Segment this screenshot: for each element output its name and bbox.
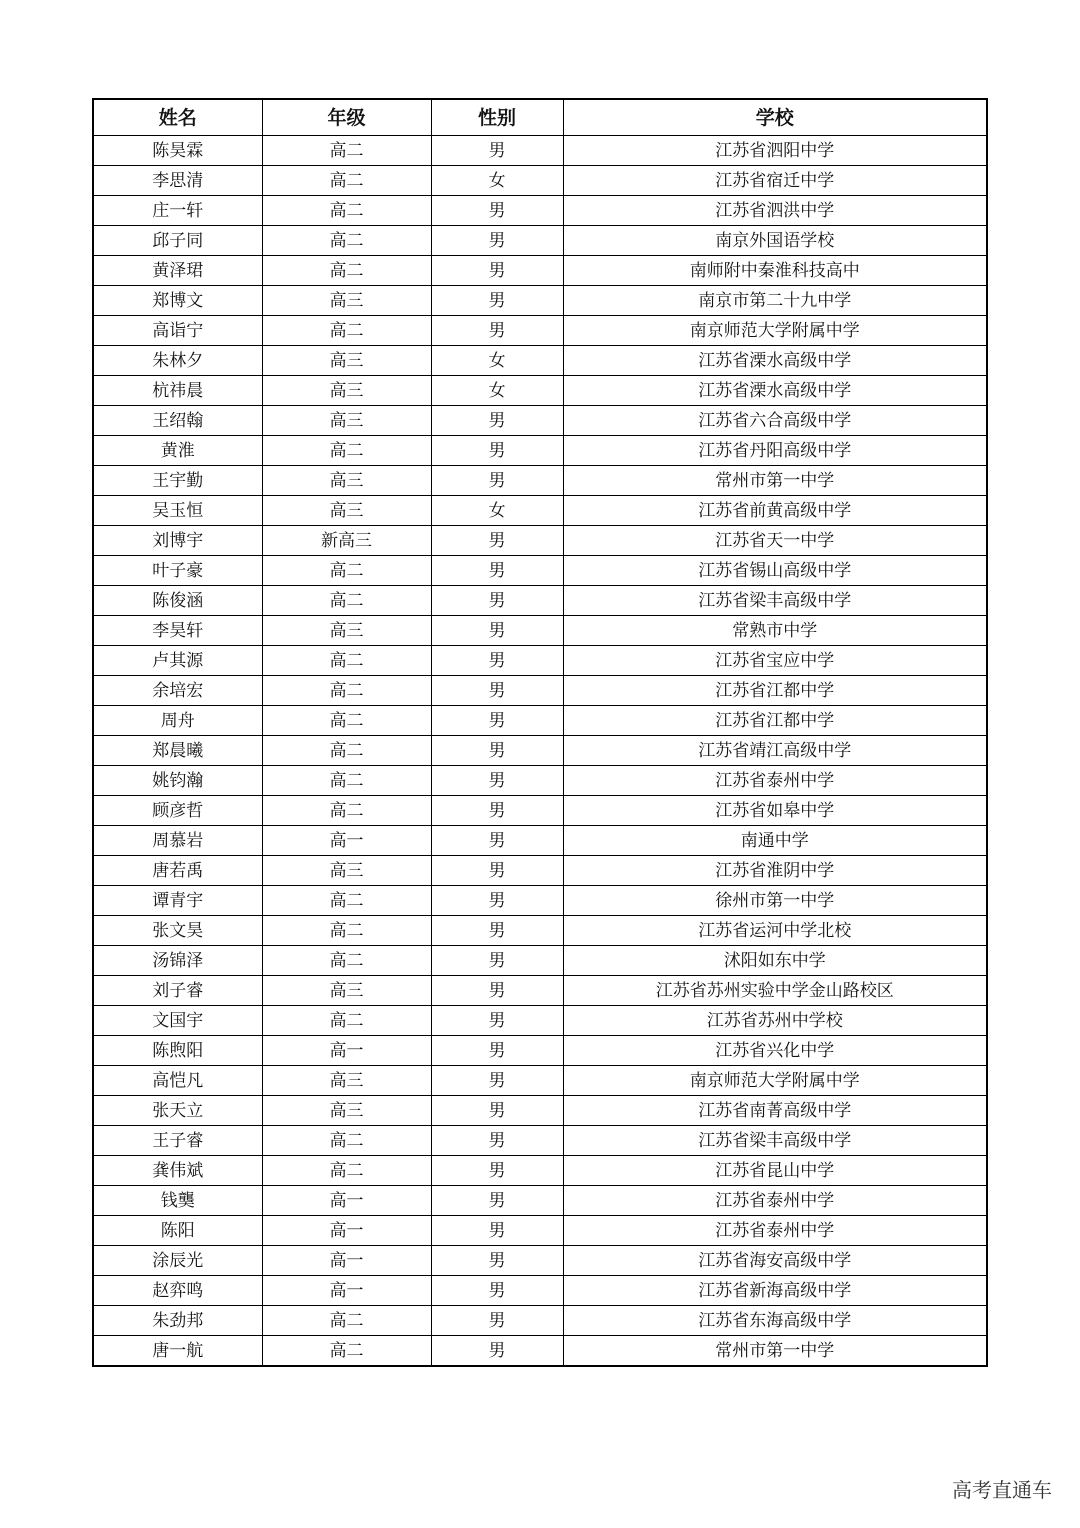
cell-grade: 高二 bbox=[262, 736, 431, 766]
cell-gender: 男 bbox=[431, 796, 563, 826]
cell-name: 刘子睿 bbox=[93, 976, 262, 1006]
header-name: 姓名 bbox=[93, 99, 262, 136]
table-row bbox=[93, 736, 987, 766]
cell-gender: 男 bbox=[431, 1246, 563, 1276]
table-row bbox=[93, 946, 987, 976]
cell-gender: 男 bbox=[431, 616, 563, 646]
cell-gender: 男 bbox=[431, 1186, 563, 1216]
cell-gender: 男 bbox=[431, 1216, 563, 1246]
cell-grade: 高三 bbox=[262, 496, 431, 526]
cell-name: 朱林夕 bbox=[93, 346, 262, 376]
cell-grade: 高一 bbox=[262, 1276, 431, 1306]
cell-gender: 男 bbox=[431, 226, 563, 256]
cell-school: 江苏省靖江高级中学 bbox=[563, 736, 987, 766]
table-row bbox=[93, 856, 987, 886]
cell-name: 陈俊涵 bbox=[93, 586, 262, 616]
cell-grade: 高三 bbox=[262, 466, 431, 496]
cell-grade: 高二 bbox=[262, 646, 431, 676]
table-row bbox=[93, 316, 987, 346]
cell-grade: 高二 bbox=[262, 886, 431, 916]
cell-school: 南京师范大学附属中学 bbox=[563, 1066, 987, 1096]
table-row bbox=[93, 1096, 987, 1126]
table-row bbox=[93, 1276, 987, 1306]
cell-gender: 男 bbox=[431, 1336, 563, 1367]
cell-school: 常州市第一中学 bbox=[563, 1336, 987, 1367]
cell-grade: 高一 bbox=[262, 826, 431, 856]
cell-name: 钱龑 bbox=[93, 1186, 262, 1216]
cell-school: 江苏省苏州实验中学金山路校区 bbox=[563, 976, 987, 1006]
cell-gender: 男 bbox=[431, 766, 563, 796]
table-row bbox=[93, 436, 987, 466]
cell-grade: 高二 bbox=[262, 166, 431, 196]
cell-name: 王绍翰 bbox=[93, 406, 262, 436]
cell-grade: 高二 bbox=[262, 226, 431, 256]
cell-grade: 高二 bbox=[262, 1006, 431, 1036]
cell-grade: 高三 bbox=[262, 976, 431, 1006]
cell-name: 叶子豪 bbox=[93, 556, 262, 586]
table-row bbox=[93, 496, 987, 526]
table-row bbox=[93, 346, 987, 376]
cell-gender: 男 bbox=[431, 436, 563, 466]
table-row bbox=[93, 1156, 987, 1186]
cell-grade: 高一 bbox=[262, 1216, 431, 1246]
table-row bbox=[93, 1306, 987, 1336]
cell-grade: 高二 bbox=[262, 256, 431, 286]
cell-school: 江苏省宝应中学 bbox=[563, 646, 987, 676]
table-body bbox=[93, 136, 987, 1367]
cell-grade: 高二 bbox=[262, 1336, 431, 1367]
cell-name: 高恺凡 bbox=[93, 1066, 262, 1096]
cell-grade: 高三 bbox=[262, 286, 431, 316]
cell-grade: 高三 bbox=[262, 1096, 431, 1126]
cell-school: 江苏省淮阴中学 bbox=[563, 856, 987, 886]
cell-school: 江苏省海安高级中学 bbox=[563, 1246, 987, 1276]
cell-name: 张文昊 bbox=[93, 916, 262, 946]
cell-gender: 男 bbox=[431, 406, 563, 436]
cell-school: 江苏省江都中学 bbox=[563, 706, 987, 736]
cell-grade: 高三 bbox=[262, 346, 431, 376]
cell-name: 郑晨曦 bbox=[93, 736, 262, 766]
cell-school: 江苏省江都中学 bbox=[563, 676, 987, 706]
cell-name: 王子睿 bbox=[93, 1126, 262, 1156]
cell-school: 江苏省泗洪中学 bbox=[563, 196, 987, 226]
cell-gender: 男 bbox=[431, 526, 563, 556]
table-row bbox=[93, 916, 987, 946]
table-row bbox=[93, 976, 987, 1006]
cell-gender: 男 bbox=[431, 586, 563, 616]
cell-gender: 男 bbox=[431, 706, 563, 736]
cell-gender: 男 bbox=[431, 1156, 563, 1186]
cell-grade: 高二 bbox=[262, 136, 431, 166]
table-row bbox=[93, 826, 987, 856]
table-row bbox=[93, 766, 987, 796]
cell-name: 陈阳 bbox=[93, 1216, 262, 1246]
cell-name: 刘博宇 bbox=[93, 526, 262, 556]
cell-school: 南通中学 bbox=[563, 826, 987, 856]
cell-name: 汤锦泽 bbox=[93, 946, 262, 976]
cell-school: 江苏省兴化中学 bbox=[563, 1036, 987, 1066]
cell-grade: 高二 bbox=[262, 316, 431, 346]
cell-name: 王宇勤 bbox=[93, 466, 262, 496]
cell-school: 南京师范大学附属中学 bbox=[563, 316, 987, 346]
cell-grade: 高二 bbox=[262, 556, 431, 586]
cell-name: 唐若禹 bbox=[93, 856, 262, 886]
cell-gender: 男 bbox=[431, 1036, 563, 1066]
cell-grade: 高二 bbox=[262, 436, 431, 466]
cell-name: 李昊轩 bbox=[93, 616, 262, 646]
cell-name: 涂辰光 bbox=[93, 1246, 262, 1276]
cell-grade: 高二 bbox=[262, 1156, 431, 1186]
table-row bbox=[93, 586, 987, 616]
cell-name: 杭祎晨 bbox=[93, 376, 262, 406]
cell-grade: 高一 bbox=[262, 1186, 431, 1216]
cell-school: 江苏省溧水高级中学 bbox=[563, 346, 987, 376]
cell-name: 顾彦哲 bbox=[93, 796, 262, 826]
cell-grade: 高三 bbox=[262, 376, 431, 406]
cell-grade: 高二 bbox=[262, 676, 431, 706]
cell-name: 龚伟斌 bbox=[93, 1156, 262, 1186]
cell-name: 唐一航 bbox=[93, 1336, 262, 1367]
cell-name: 黄泽珺 bbox=[93, 256, 262, 286]
cell-grade: 高二 bbox=[262, 196, 431, 226]
cell-school: 常州市第一中学 bbox=[563, 466, 987, 496]
cell-name: 陈煦阳 bbox=[93, 1036, 262, 1066]
cell-school: 江苏省南菁高级中学 bbox=[563, 1096, 987, 1126]
table-row bbox=[93, 406, 987, 436]
cell-gender: 男 bbox=[431, 136, 563, 166]
cell-grade: 高二 bbox=[262, 916, 431, 946]
student-table bbox=[92, 98, 988, 1367]
cell-gender: 女 bbox=[431, 376, 563, 406]
table-row bbox=[93, 706, 987, 736]
table-row bbox=[93, 466, 987, 496]
cell-school: 江苏省泰州中学 bbox=[563, 1216, 987, 1246]
table-row bbox=[93, 556, 987, 586]
cell-school: 常熟市中学 bbox=[563, 616, 987, 646]
cell-school: 沭阳如东中学 bbox=[563, 946, 987, 976]
cell-name: 郑博文 bbox=[93, 286, 262, 316]
cell-name: 吴玉恒 bbox=[93, 496, 262, 526]
table-row bbox=[93, 1036, 987, 1066]
table-row bbox=[93, 526, 987, 556]
table-row bbox=[93, 256, 987, 286]
table-row bbox=[93, 1186, 987, 1216]
cell-school: 江苏省如皋中学 bbox=[563, 796, 987, 826]
table-row bbox=[93, 676, 987, 706]
cell-gender: 男 bbox=[431, 316, 563, 346]
cell-gender: 男 bbox=[431, 1006, 563, 1036]
cell-school: 江苏省泗阳中学 bbox=[563, 136, 987, 166]
cell-name: 庄一轩 bbox=[93, 196, 262, 226]
cell-school: 南京外国语学校 bbox=[563, 226, 987, 256]
cell-gender: 男 bbox=[431, 466, 563, 496]
cell-school: 江苏省泰州中学 bbox=[563, 1186, 987, 1216]
cell-gender: 男 bbox=[431, 946, 563, 976]
table-row bbox=[93, 286, 987, 316]
cell-grade: 高二 bbox=[262, 1126, 431, 1156]
cell-school: 南师附中秦淮科技高中 bbox=[563, 256, 987, 286]
cell-gender: 男 bbox=[431, 556, 563, 586]
cell-grade: 高三 bbox=[262, 616, 431, 646]
cell-school: 江苏省苏州中学校 bbox=[563, 1006, 987, 1036]
cell-name: 黄淮 bbox=[93, 436, 262, 466]
table-row bbox=[93, 616, 987, 646]
cell-name: 姚钧瀚 bbox=[93, 766, 262, 796]
table-row bbox=[93, 196, 987, 226]
header-grade: 年级 bbox=[262, 99, 431, 136]
cell-name: 周舟 bbox=[93, 706, 262, 736]
cell-gender: 男 bbox=[431, 886, 563, 916]
table-row bbox=[93, 1246, 987, 1276]
cell-school: 江苏省天一中学 bbox=[563, 526, 987, 556]
cell-school: 徐州市第一中学 bbox=[563, 886, 987, 916]
cell-school: 江苏省梁丰高级中学 bbox=[563, 586, 987, 616]
table-row bbox=[93, 376, 987, 406]
cell-name: 朱劲邦 bbox=[93, 1306, 262, 1336]
cell-name: 谭青宇 bbox=[93, 886, 262, 916]
cell-name: 文国宇 bbox=[93, 1006, 262, 1036]
cell-gender: 男 bbox=[431, 1306, 563, 1336]
cell-name: 陈昊霖 bbox=[93, 136, 262, 166]
table-row bbox=[93, 1066, 987, 1096]
cell-name: 张天立 bbox=[93, 1096, 262, 1126]
cell-gender: 男 bbox=[431, 736, 563, 766]
cell-grade: 新高三 bbox=[262, 526, 431, 556]
cell-school: 江苏省运河中学北校 bbox=[563, 916, 987, 946]
cell-school: 江苏省宿迁中学 bbox=[563, 166, 987, 196]
cell-school: 江苏省溧水高级中学 bbox=[563, 376, 987, 406]
cell-gender: 男 bbox=[431, 856, 563, 886]
table-row bbox=[93, 1216, 987, 1246]
cell-gender: 男 bbox=[431, 976, 563, 1006]
cell-gender: 男 bbox=[431, 1126, 563, 1156]
cell-school: 江苏省前黄高级中学 bbox=[563, 496, 987, 526]
table-row bbox=[93, 1006, 987, 1036]
cell-gender: 男 bbox=[431, 676, 563, 706]
cell-grade: 高一 bbox=[262, 1246, 431, 1276]
cell-gender: 男 bbox=[431, 256, 563, 286]
cell-name: 周慕岩 bbox=[93, 826, 262, 856]
cell-grade: 高一 bbox=[262, 1036, 431, 1066]
cell-school: 江苏省昆山中学 bbox=[563, 1156, 987, 1186]
cell-school: 江苏省丹阳高级中学 bbox=[563, 436, 987, 466]
cell-gender: 女 bbox=[431, 346, 563, 376]
cell-school: 江苏省梁丰高级中学 bbox=[563, 1126, 987, 1156]
cell-name: 卢其源 bbox=[93, 646, 262, 676]
cell-school: 南京市第二十九中学 bbox=[563, 286, 987, 316]
cell-grade: 高二 bbox=[262, 766, 431, 796]
cell-gender: 男 bbox=[431, 916, 563, 946]
header-school: 学校 bbox=[563, 99, 987, 136]
cell-gender: 男 bbox=[431, 1096, 563, 1126]
cell-gender: 男 bbox=[431, 1066, 563, 1096]
cell-gender: 女 bbox=[431, 496, 563, 526]
cell-gender: 男 bbox=[431, 646, 563, 676]
table-row bbox=[93, 796, 987, 826]
table-row bbox=[93, 166, 987, 196]
cell-name: 李思清 bbox=[93, 166, 262, 196]
cell-school: 江苏省泰州中学 bbox=[563, 766, 987, 796]
cell-gender: 男 bbox=[431, 1276, 563, 1306]
table-row bbox=[93, 646, 987, 676]
cell-grade: 高二 bbox=[262, 946, 431, 976]
cell-grade: 高二 bbox=[262, 1306, 431, 1336]
cell-grade: 高三 bbox=[262, 406, 431, 436]
cell-name: 赵弈鸣 bbox=[93, 1276, 262, 1306]
table-row bbox=[93, 1126, 987, 1156]
cell-name: 邱子同 bbox=[93, 226, 262, 256]
cell-name: 高诣宁 bbox=[93, 316, 262, 346]
cell-school: 江苏省锡山高级中学 bbox=[563, 556, 987, 586]
cell-grade: 高二 bbox=[262, 706, 431, 736]
cell-gender: 男 bbox=[431, 286, 563, 316]
cell-grade: 高二 bbox=[262, 796, 431, 826]
table-row bbox=[93, 226, 987, 256]
cell-school: 江苏省新海高级中学 bbox=[563, 1276, 987, 1306]
cell-grade: 高二 bbox=[262, 586, 431, 616]
cell-name: 余培宏 bbox=[93, 676, 262, 706]
cell-school: 江苏省六合高级中学 bbox=[563, 406, 987, 436]
table-row bbox=[93, 1336, 987, 1367]
watermark: 高考直通车 bbox=[952, 1478, 1052, 1502]
cell-grade: 高三 bbox=[262, 856, 431, 886]
header-gender: 性别 bbox=[431, 99, 563, 136]
table-row bbox=[93, 886, 987, 916]
cell-grade: 高三 bbox=[262, 1066, 431, 1096]
cell-gender: 男 bbox=[431, 826, 563, 856]
cell-school: 江苏省东海高级中学 bbox=[563, 1306, 987, 1336]
cell-gender: 男 bbox=[431, 196, 563, 226]
cell-gender: 女 bbox=[431, 166, 563, 196]
table-row bbox=[93, 136, 987, 166]
table-header-row bbox=[93, 99, 987, 136]
